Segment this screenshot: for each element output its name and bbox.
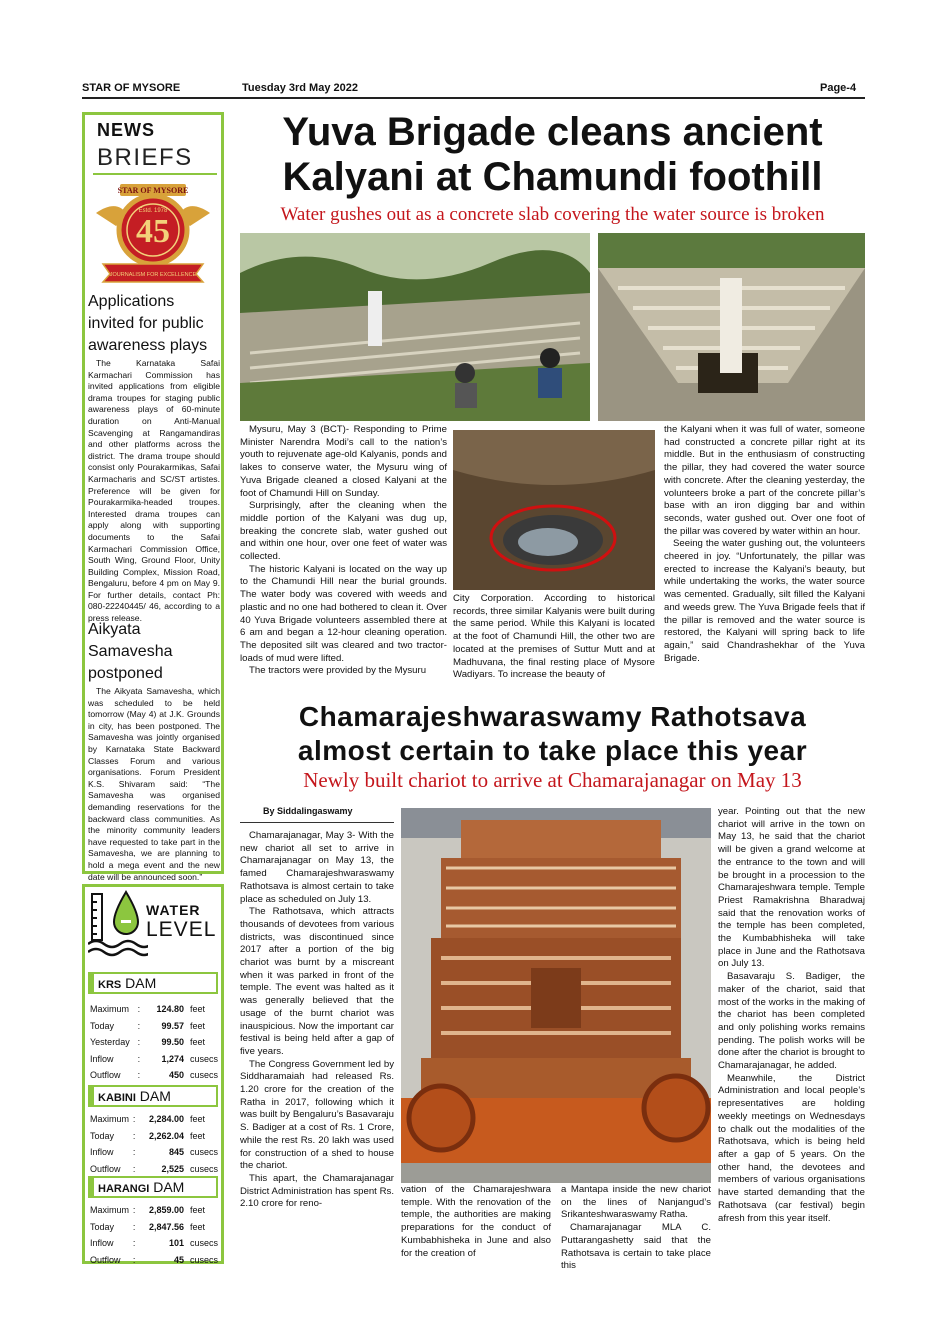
- table-row: Inflow : 845 cusecs: [90, 1145, 218, 1160]
- paragraph: Mysuru, May 3 (BCT)- Responding to Prime Minister Narendra Modi’s call to the nation’s youth to rejuvenate age-old Kalyanis, ponds and lakes to conserve water, the Mysuru wing of Yuva Brigade cleaned a closed Kalyani at the foot of Chamundi Hill on Sunday.: [240, 424, 447, 499]
- row-label: Maximum: [90, 1004, 130, 1014]
- level-label: LEVEL: [146, 918, 217, 941]
- row-unit: feet: [189, 1221, 205, 1232]
- svg-text:45: 45: [136, 213, 170, 250]
- byline: By Siddalingaswamy: [263, 806, 353, 816]
- article1-subtitle: Water gushes out as a concrete slab covering the water source is broken: [280, 204, 825, 225]
- row-label: Today: [90, 1221, 115, 1232]
- paragraph: City Corporation. According to historical records, three similar Kalyanis were built during the same period. While this Kalyani is located at the foot of Chamundi Hill, the other two are located at the premises of Suttur Mutt and at Madhuvana, the final resting place of Mysore Wadiyars. To increase the beauty of: [453, 593, 655, 681]
- table-row: Today : 99.57 feet: [90, 1019, 218, 1034]
- news-label: NEWS: [97, 120, 155, 140]
- paragraph: The tractors were provided by the Mysuru: [249, 665, 427, 677]
- row-unit: cusecs: [189, 1053, 218, 1064]
- row-value: 2,847.56: [148, 1221, 184, 1232]
- paragraph: Basavaraju S. Badiger, the maker of the chariot, said that most of the works in the making of the chariot has been completed and only polishing works remains pending. The polish works will be done after the chariot is brought to Chamarajanagar, he added.: [718, 971, 865, 1072]
- row-unit: feet: [189, 1205, 205, 1215]
- row-unit: cusecs: [189, 1147, 218, 1157]
- row-value: 2,859.00: [148, 1205, 184, 1215]
- paragraph: vation of the Chamarajeshwara temple. With the renovation of the temple, the authorities are making preparations for the conduct of Kumbabhisheka in June and also for the creation of: [401, 1184, 551, 1259]
- row-value: 45: [173, 1254, 184, 1265]
- title-line: Chamarajeshwaraswamy Rathotsava: [298, 701, 807, 732]
- brief-body: The Karnataka Safai Karmachari Commission has invited applications from eligible drama troupes for staging public awareness plays of 60-minute duration on Anti-Manual Scavenging at Rangamandiras and other platforms across the district. The drama troupe should consist only Pourakarmikas, Safai Karmacharis and SC/ST artistes. Preference will be given for Pourakarmika-headed troupes. Interested drama troupes can apply along with supporting documents to the Safai Karmachari Commission Office, South Wing, Ground Floor, Unity Building Complex, Mission Road, Bengaluru, before 4 pm on May 9. For further details, contact Ph: 080-22240445/ 46, according to a press release.: [88, 358, 220, 624]
- brief-headline: Aikyata Samavesha postponed: [88, 621, 173, 682]
- table-row: Maximum : 124.80 feet: [90, 1002, 218, 1017]
- dam-prefix: KABINI: [98, 1092, 136, 1104]
- byline-rule: [240, 822, 394, 823]
- table-row: Outflow : 45 cusecs: [90, 1253, 218, 1268]
- row-unit: cusecs: [189, 1070, 218, 1080]
- svg-text:STAR OF MYSORE: STAR OF MYSORE: [117, 186, 189, 195]
- table-row: Today : 2,262.04 feet: [90, 1129, 218, 1144]
- paragraph: Seeing the water gushing out, the volunteers cheered in joy. “Unfortunately, the pillar was erected to increase the Kalyani’s beauty, but while undertaking the works, the water source was cemented. Gradually, silt filled the Kalyani and weeds grew. The Yuva Brigade feels that if the pillar is removed and the water source is restored, the Kalyani will spring back to life again,” said Chandrashekhar of the Yuva Brigade.: [664, 538, 865, 664]
- table-row: Outflow : 450 cusecs: [90, 1068, 218, 1083]
- row-value: 2,262.04: [148, 1130, 184, 1141]
- paragraph: Chamarajanagar, May 3- With the new chariot all set to arrive in Chamarajanagar on May 13, the famed Chamarajeshwaraswamy Rathotsava is almost certain to take place as scheduled on July 13.: [240, 830, 394, 905]
- article2-title: [240, 700, 865, 768]
- table-row: Maximum : 2,284.00 feet: [90, 1112, 218, 1127]
- row-unit: cusecs: [189, 1254, 218, 1265]
- paragraph: The Rathotsava, which attracts thousands of devotees from various districts, was discontinued since 2017 after a portion of the big chariot was burnt by a miscreant when it was parked in front of the temple. The event was halted as it was generally believed that the usage of the burnt chariot was inauspicious. Now the important car festival is being held after a gap of five years.: [240, 906, 394, 1057]
- kalyani-cleaning-photo: [240, 233, 590, 421]
- paragraph: The historic Kalyani is located on the way up to the Chamundi Hill near the burial grounds. The water body was covered with weeds and plastic and no one had bothered to clean it. Over 40 Yuva Brigade volunteers assembled there at 6 am and began a 12-hour cleaning operation. The deposited silt was cleared and two tractor-loads of mud were lifted.: [240, 563, 447, 664]
- row-value: 2,525: [161, 1163, 184, 1174]
- paragraph: year. Pointing out that the new chariot will arrive in the town on May 13, he said that the chariot will be given a grand welcome at the entrance to the town and will be brought in a procession to the Chamarajeshwara temple. Temple Priest Ramakrishna Bharadwaj said that the renovation works of the temple has been completed, the Kumbabhisheka will take place in June and the Rathotsava on July 13.: [718, 806, 865, 970]
- row-label: Today: [90, 1130, 115, 1141]
- article2-subtitle: Newly built chariot to arrive at Chamarajanagar on May 13: [303, 768, 802, 792]
- row-label: Maximum: [90, 1205, 130, 1215]
- table-row: Today : 2,847.56 feet: [90, 1220, 218, 1235]
- krs-dam-table: [88, 1000, 220, 1085]
- row-label: Inflow: [90, 1238, 114, 1248]
- brief-body: The Aikyata Samavesha, which was scheduled to be held tomorrow (May 4) at J.K. Grounds in city, has been postponed. The Samavesha was jointly organised by Karnataka State Backward Classes Forum and various organisations. Forum President K.S. Shivaram said: “The Samavesha was organised demanding reservations for the backward class communities. As the minority community leaders have requested to take part in the Samavesha, we are planning to hold a mega event and the new date will be announced soon.”: [88, 686, 220, 882]
- row-label: Maximum: [90, 1114, 130, 1124]
- row-value: 99.57: [161, 1020, 184, 1031]
- brief-item-1: [88, 291, 220, 625]
- paragraph: the Kalyani when it was full of water, someone had constructed a concrete pillar right at its middle. But in the enthusiasm of constructing the pillar, they had covered the water source with concrete. After the cleaning yesterday, the volunteers broke a part of the concrete pillar’s base with an iron digging bar and within seconds, water gushed out. Over one foot of the pillar was covered by water within an hour.: [664, 424, 865, 537]
- table-row: Inflow : 101 cusecs: [90, 1236, 218, 1251]
- table-row: Maximum : 2,859.00 feet: [90, 1203, 218, 1218]
- row-value: 124.80: [156, 1004, 184, 1014]
- table-row: Outflow : 2,525 cusecs: [90, 1162, 218, 1177]
- title-line: Kalyani at Chamundi foothill: [282, 155, 823, 199]
- water-gushing-photo: [453, 430, 655, 590]
- row-label: Today: [90, 1020, 115, 1031]
- article2-column-2: [401, 1184, 551, 1260]
- krs-dam-header: [88, 972, 218, 994]
- paragraph: The Congress Government led by Siddharamaiah had released Rs. 1.20 crore for the creation of the Ratha in 2017, following which it was built by Bengaluru’s Basavaraju S. Badiger at a cost of Rs. 1 Crore, while the rest Rs. 20 lakh was used for construction of a shed to house the chariot.: [240, 1058, 394, 1172]
- row-value: 99.50: [161, 1037, 184, 1047]
- article1-column-2: [453, 593, 655, 682]
- title-line: almost certain to take place this year: [297, 735, 808, 766]
- row-label: Outflow: [90, 1163, 121, 1174]
- row-label: Inflow: [90, 1053, 114, 1064]
- title-line: Yuva Brigade cleans ancient: [282, 110, 823, 154]
- article2-column-4: [718, 806, 865, 1225]
- table-row: Inflow : 1,274 cusecs: [90, 1052, 218, 1067]
- row-value: 450: [168, 1070, 184, 1080]
- brief-item-2: [88, 619, 220, 883]
- article1-title: [240, 110, 865, 200]
- water-label: WATER: [146, 902, 201, 918]
- issue-date: Tuesday 3rd May 2022: [242, 82, 358, 94]
- divider: [93, 173, 217, 175]
- brief-headline: Applications invited for public awareness plays: [88, 293, 208, 354]
- briefs-label: BRIEFS: [97, 144, 193, 171]
- paragraph: Surprisingly, after the cleaning when the middle portion of the Kalyani was dug up, breaking the concrete slab, water gushed out and within one hour, over one feet of water was collected.: [240, 500, 447, 563]
- harangi-dam-table: [88, 1201, 220, 1269]
- new-chariot-photo: [401, 808, 711, 1183]
- row-label: Outflow: [90, 1070, 121, 1080]
- dam-name: DAM: [153, 1179, 185, 1195]
- table-row: Yesterday : 99.50 feet: [90, 1035, 218, 1050]
- kalyani-steps-photo: [598, 233, 865, 421]
- row-label: Inflow: [90, 1147, 114, 1157]
- svg-text:Estd. 1978: Estd. 1978: [138, 208, 168, 214]
- row-unit: feet: [189, 1020, 205, 1031]
- article2-column-3: [561, 1184, 711, 1273]
- article2-column-1: [240, 830, 394, 1211]
- kabini-dam-header: [88, 1085, 218, 1107]
- row-unit: cusecs: [189, 1163, 218, 1174]
- dam-name: DAM: [139, 1088, 171, 1104]
- row-unit: feet: [189, 1037, 205, 1047]
- row-value: 2,284.00: [148, 1114, 184, 1124]
- kabini-dam-table: [88, 1110, 220, 1178]
- dam-name: DAM: [125, 975, 157, 991]
- row-value: 101: [168, 1238, 184, 1248]
- page-number: Page-4: [820, 82, 857, 94]
- row-label: Yesterday: [90, 1037, 130, 1047]
- harangi-dam-header: [88, 1176, 218, 1198]
- article1-column-1: [240, 424, 447, 678]
- paragraph: Meanwhile, the District Administration and local people’s representatives are holding weekly meetings on Wednesdays to chalk out the modalities of the Rathotsava, which is being held after a gap of 5 years. On the other hand, the devotees and members of various organisations have started demanding that the Rathotsava (car festival) begin afresh from this year itself.: [718, 1072, 865, 1224]
- article1-column-3: [664, 424, 865, 665]
- dam-prefix: HARANGI: [98, 1183, 150, 1195]
- row-label: Outflow: [90, 1254, 121, 1265]
- dam-prefix: KRS: [98, 979, 122, 991]
- row-unit: feet: [189, 1130, 205, 1141]
- paragraph: a Mantapa inside the new chariot on the lines of Nanjangud’s Srikanteshwaraswamy Ratha.: [561, 1184, 711, 1221]
- paper-name: STAR OF MYSORE: [82, 82, 181, 94]
- paragraph: Chamarajanagar MLA C. Puttarangashetty said that the Rathotsava is certain to take place this: [561, 1222, 711, 1272]
- row-unit: feet: [189, 1004, 205, 1014]
- water-drop-icon: [88, 888, 148, 958]
- paragraph: This apart, the Chamarajanagar District Administration has spent Rs. 2.10 crore for reno-: [240, 1172, 394, 1210]
- row-value: 845: [168, 1147, 184, 1157]
- row-unit: feet: [189, 1114, 205, 1124]
- star-of-mysore-45-logo: [88, 178, 218, 288]
- row-value: 1,274: [161, 1053, 184, 1064]
- svg-text:JOURNALISM FOR EXCELLENCE: JOURNALISM FOR EXCELLENCE: [109, 272, 197, 278]
- row-unit: cusecs: [189, 1238, 218, 1248]
- header-rule: [82, 97, 865, 99]
